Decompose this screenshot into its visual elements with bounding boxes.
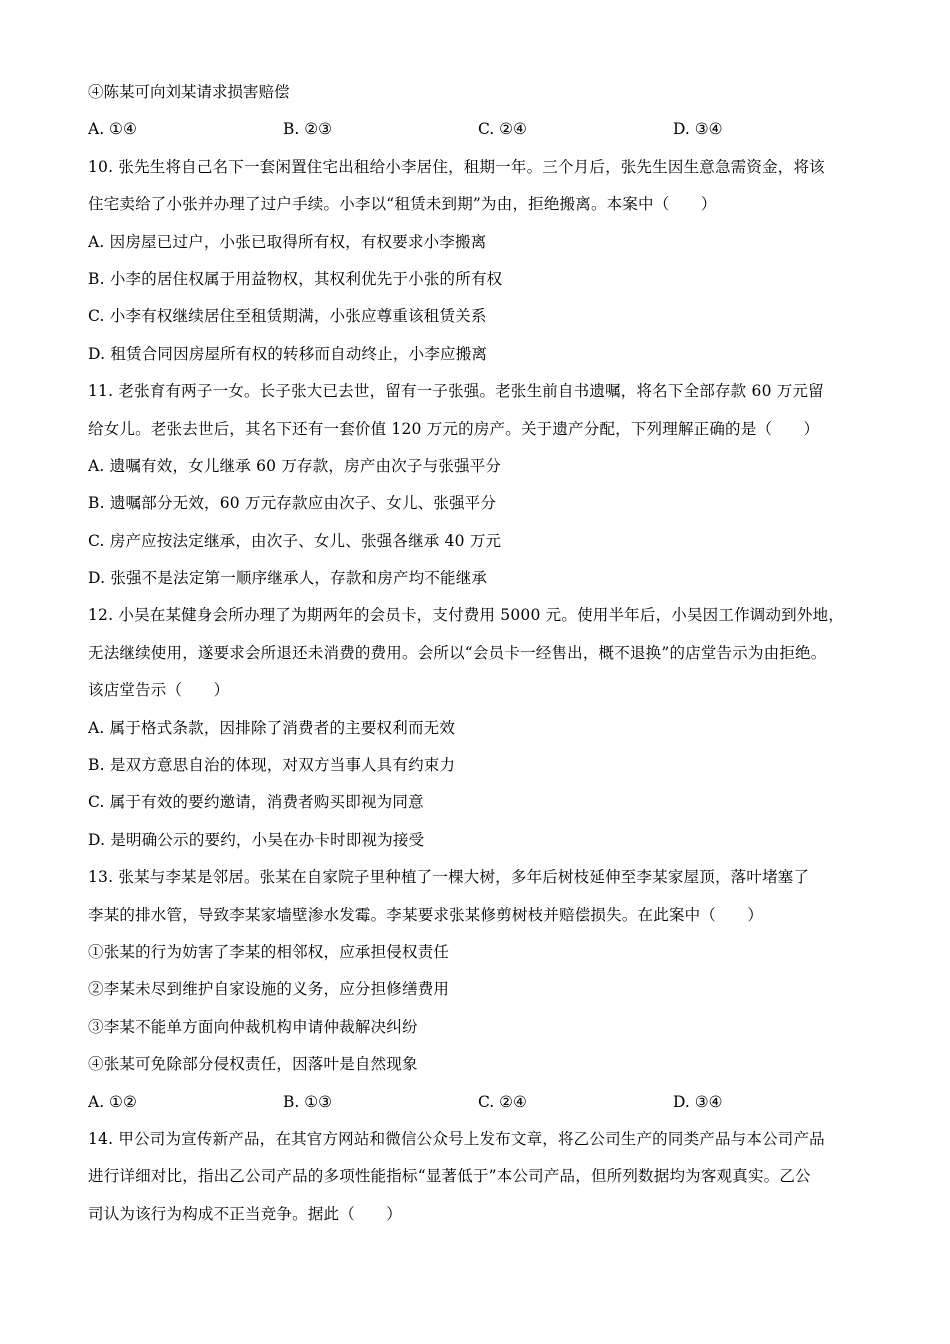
q10-option-c: C. 小李有权继续居住至租赁期满，小张应尊重该租赁关系: [88, 307, 487, 326]
prev-option-d: D. ③④: [673, 120, 723, 139]
q13-options: [88, 1090, 868, 1127]
prev-item-4: ④陈某可向刘某请求损害赔偿: [88, 83, 290, 101]
q13-item-3: ③李某不能单方面向仲裁机构申请仲裁解决纠纷: [88, 1017, 418, 1036]
q12-option-a: A. 属于格式条款，因排除了消费者的主要权利而无效: [88, 718, 456, 737]
q13-option-c: C. ②④: [478, 1092, 527, 1111]
q10-option-a: A. 因房屋已过户，小张已取得所有权，有权要求小李搬离: [88, 232, 487, 251]
q11-stem-line-1: 11. 老张育有两子一女。长子张大已去世，留有一子张强。老张生前自书遗嘱，将名下全部存款 60 万元留: [88, 382, 824, 401]
question-12: [88, 603, 868, 865]
q10-option-b: B. 小李的居住权属于用益物权，其权利优先于小张的所有权: [88, 269, 503, 288]
q14-stem-line-2: 进行详细对比，指出乙公司产品的多项性能指标“显著低于”本公司产品，但所列数据均为客观真实。乙公: [88, 1167, 811, 1186]
exam-page: [88, 80, 868, 1239]
q12-option-b: B. 是双方意思自治的体现，对双方当事人具有约束力: [88, 756, 456, 775]
prev-option-c: C. ②④: [478, 120, 527, 139]
prev-option-b: B. ②③: [283, 120, 333, 139]
q10-stem-line-2: 住宅卖给了小张并办理了过户手续。小李以“租赁未到期”为由，拒绝搬离。本案中（ ）: [88, 195, 717, 214]
q11-option-a: A. 遗嘱有效，女儿继承 60 万存款，房产由次子与张强平分: [88, 456, 502, 475]
q14-stem-line-1: 14. 甲公司为宣传新产品，在其官方网站和微信公众号上发布文章，将乙公司生产的同类产品与本公司产品: [88, 1129, 825, 1148]
q13-item-1: ①张某的行为妨害了李某的相邻权，应承担侵权责任: [88, 942, 450, 961]
q13-item-4: ④张某可免除部分侵权责任，因落叶是自然现象: [88, 1055, 418, 1074]
q14-stem-line-3: 司认为该行为构成不正当竞争。据此（ ）: [88, 1204, 403, 1223]
q13-option-d: D. ③④: [673, 1092, 723, 1111]
q13-stem-line-2: 李某的排水管，导致李某家墙壁渗水发霉。李某要求张某修剪树枝并赔偿损失。在此案中（ ）: [88, 905, 764, 924]
q12-option-c: C. 属于有效的要约邀请，消费者购买即视为同意: [88, 793, 424, 812]
q12-stem-line-2: 无法继续使用，遂要求会所退还未消费的费用。会所以“会员卡一经售出，概不退换”的店堂告示为由拒绝。: [88, 643, 827, 662]
question-11: [88, 379, 868, 603]
q11-stem-line-2: 给女儿。老张去世后，其名下还有一套价值 120 万元的房产。关于遗产分配，下列理解正确的是（ ）: [88, 419, 820, 438]
q10-option-d: D. 租赁合同因房屋所有权的转移而自动终止，小李应搬离: [88, 344, 488, 363]
q13-item-2: ②李某未尽到维护自家设施的义务，应分担修缮费用: [88, 980, 450, 999]
q13-option-b: B. ①③: [283, 1092, 333, 1111]
q11-option-b: B. 遗嘱部分无效，60 万元存款应由次子、女儿、张强平分: [88, 494, 497, 513]
q12-stem-line-1: 12. 小吴在某健身会所办理了为期两年的会员卡，支付费用 5000 元。使用半年后，小吴因工作调动到外地，: [88, 606, 844, 625]
q10-stem-line-1: 10. 张先生将自己名下一套闲置住宅出租给小李居住，租期一年。三个月后，张先生因生意急需资金，将该: [88, 157, 825, 176]
q12-stem-line-3: 该店堂告示（ ）: [88, 681, 230, 700]
prev-option-a: A. ①④: [88, 120, 137, 139]
q13-stem-line-1: 13. 张某与李某是邻居。张某在自家院子里种植了一棵大树，多年后树枝延伸至李某家屋顶，落叶堵塞了: [88, 868, 810, 887]
q11-option-d: D. 张强不是法定第一顺序继承人，存款和房产均不能继承: [88, 569, 488, 588]
q11-option-c: C. 房产应按法定继承，由次子、女儿、张强各继承 40 万元: [88, 531, 502, 550]
question-14: [88, 1127, 868, 1239]
q13-option-a: A. ①②: [88, 1092, 137, 1111]
question-13: [88, 865, 868, 1127]
prev-options: [88, 117, 868, 154]
q12-option-d: D. 是明确公示的要约，小吴在办卡时即视为接受: [88, 830, 425, 849]
question-10: [88, 155, 868, 379]
